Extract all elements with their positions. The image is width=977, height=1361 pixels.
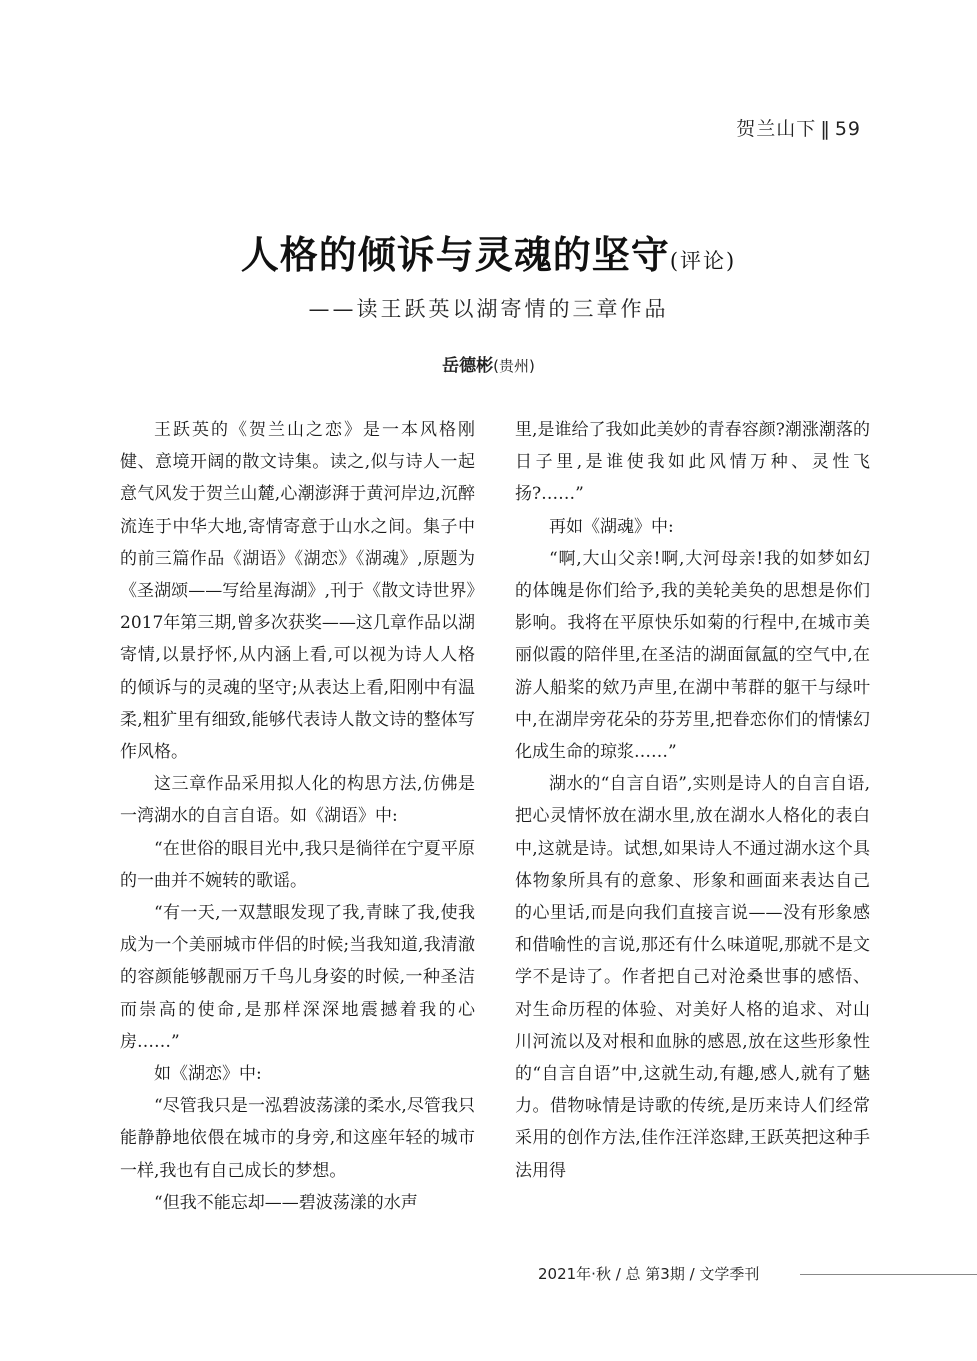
page-number: 59 — [834, 118, 861, 140]
article-title-line — [0, 224, 977, 279]
author-name: 岳德彬 — [442, 356, 494, 376]
quote-paragraph: “尽管我只是一泓碧波荡漾的柔水,尽管我只能静静地依偎在城市的身旁,和这座年轻的城市一样,我也有自己成长的梦想。 — [120, 1096, 475, 1181]
quote-paragraph: “啊,大山父亲!啊,大河母亲!我的如梦如幻的体魄是你们给予,我的美轮美奂的思想是你们影响。我将在平原快乐如菊的行程中,在城市美丽似霞的陪伴里,在圣洁的湖面氤氲的空气中,在游人船桨的欸乃声里,在湖中苇群的躯干与绿叶中,在湖岸旁花朵的芬芳里,把眷恋你们的情愫幻化成生命的琼浆……” — [515, 548, 870, 763]
running-head — [736, 114, 861, 141]
article-genre: (评论) — [669, 249, 737, 273]
author-line — [0, 351, 977, 376]
section-name: 贺兰山下 — [736, 118, 817, 140]
author-region: (贵州) — [493, 357, 535, 375]
paragraph: 这三章作品采用拟人化的构思方法,仿佛是一湾湖水的自言自语。如《湖语》中: — [120, 774, 475, 827]
paragraph: 如《湖恋》中: — [154, 1064, 262, 1085]
quote-paragraph: “有一天,一双慧眼发现了我,青睐了我,使我成为一个美丽城市伴侣的时候;当我知道,我清澈的容颜能够靓丽万千鸟儿身姿的时候,一种圣洁而崇高的使命,是那样深深地震撼着我的心房……” — [120, 903, 475, 1052]
paragraph: 再如《湖魂》中: — [549, 516, 674, 537]
article-heading — [0, 224, 977, 376]
quote-paragraph: “在世俗的眼目光中,我只是徜徉在宁夏平原的一曲并不婉转的歌谣。 — [120, 838, 475, 891]
footer-rule — [800, 1274, 977, 1275]
article-subtitle: ——读王跃英以湖寄情的三章作品 — [308, 297, 669, 321]
paragraph-continued: 里,是谁给了我如此美妙的青春容颜?潮涨潮落的日子里,是谁使我如此风情万种、灵性飞扬?……” — [515, 420, 870, 505]
body-column-right — [515, 414, 870, 1187]
section-separator: ‖ — [820, 118, 831, 140]
page-footer: 2021年·秋 / 总 第3期 / 文学季刊 — [538, 1265, 760, 1283]
quote-paragraph: “但我不能忘却——碧波荡漾的水声 — [154, 1192, 418, 1213]
paragraph: 王跃英的《贺兰山之恋》是一本风格刚健、意境开阔的散文诗集。读之,似与诗人一起意气风发于贺兰山麓,心潮澎湃于黄河岸边,沉醉流连于中华大地,寄情寄意于山水之间。集子中的前三篇作品《湖语》《湖恋》《湖魂》,原题为《圣湖颂——写给星海湖》,刊于《散文诗世界》2017年第三期,曾多次获奖——这几章作品以湖寄情,以景抒怀,从内涵上看,可以视为诗人人格的倾诉与的灵魂的坚守;从表达上看,阳刚中有温柔,粗犷里有细致,能够代表诗人散文诗的整体写作风格。 — [120, 420, 475, 763]
body-column-left — [120, 414, 475, 1219]
article-title: 人格的倾诉与灵魂的坚守 — [240, 232, 670, 277]
paragraph: 湖水的“自言自语”,实则是诗人的自言自语,把心灵情怀放在湖水里,放在湖水人格化的表白中,这就是诗。试想,如果诗人不通过湖水这个具体物象所具有的意象、形象和画面来表达自己的心里话,而是向我们直接言说——没有形象感和借喻性的言说,那还有什么味道呢,那就不是文学不是诗了。作者把自己对沧桑世事的感悟、对生命历程的体验、对美好人格的追求、对山川河流以及对根和血脉的感恩,放在这些形象性的“自言自语”中,这就生动,有趣,感人,就有了魅力。借物咏情是诗歌的传统,是历来诗人们经常采用的创作方法,佳作汪洋恣肆,王跃英把这种手法用得 — [515, 774, 870, 1181]
